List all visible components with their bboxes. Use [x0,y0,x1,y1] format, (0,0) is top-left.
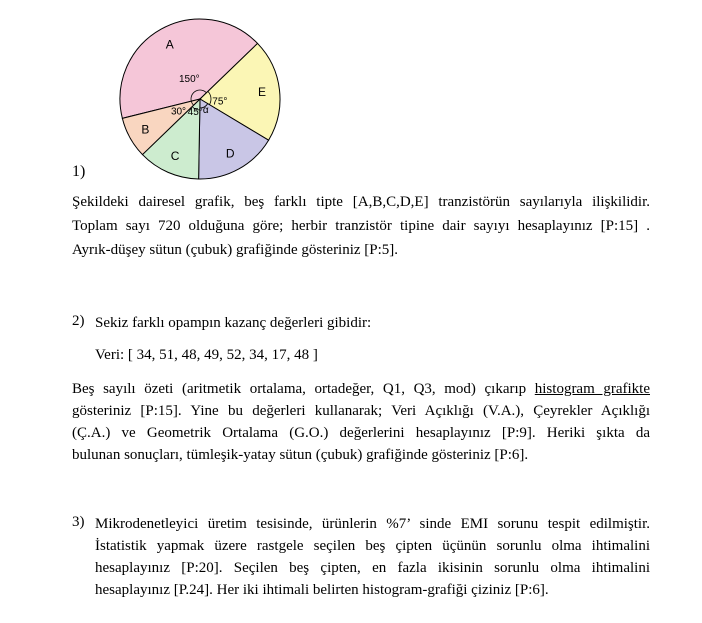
q3-line2: İstatistik yapmak üzere rastgele seçilen beş çipten üçünün sorunlu olma ihtimalini [95,538,650,554]
q1-line2: Toplam sayı 720 olduğuna göre; herbir tranzistör tipine dair sayıyı hesaplayınız [P:15] . [72,218,650,234]
q2-number: 2) [72,313,85,329]
histogram-grafikte-underlined: histogram grafikte [534,381,650,397]
slice-e-label: E [257,84,267,99]
angle-label-75: 75° [212,96,228,108]
q1-line1: Şekildeki dairesel grafik, beş farklı tipte [A,B,C,D,E] tranzistörün sayılarıyla ilişkilidir. [72,194,650,210]
q2-paragraph-line1 [72,379,650,399]
pie-chart [118,14,288,184]
q1-number: 1) [72,163,86,180]
slice-b-label: B [141,122,150,137]
slice-c-label: C [170,149,180,164]
q2-intro: Sekiz farklı opampın kazanç değerleri gibidir: [95,315,372,331]
q2-paragraph-line4: bulunan sonuçları, tümleşik-yatay sütun (çubuk) grafiğinde gösteriniz [P:6]. [72,447,529,463]
angle-label-45: 45° [187,107,203,119]
q3-line4: hesaplayınız [P.24]. Her iki ihtimali belirten histogram-grafiği çiziniz [P:6]. [95,582,549,598]
q2-paragraph-line3: (Ç.A.) ve Geometrik Ortalama (G.O.) değerlerini hesaplayınız [P:9]. Heriki şıkta da [72,425,650,441]
slice-a-label: A [165,37,174,52]
q3-line1: Mikrodenetleyici üretim tesisinde, ürünlerin %7’ sinde EMI sorunu tespit edilmiştir. [95,516,650,532]
q2-paragraph-line2: gösteriniz [P:15]. Yine bu değerleri kullanarak; Veri Açıklığı (V.A.), Çeyrekler Açıklığı [72,403,650,419]
q2-data-line: Veri: [ 34, 51, 48, 49, 52, 34, 17, 48 ] [95,347,318,363]
q3-number: 3) [72,514,85,530]
q1-line3: Ayrık-düşey sütun (çubuk) grafiğinde gösteriniz [P:5]. [72,242,399,258]
angle-label-150: 150° [178,73,200,85]
angle-label-30: 30° [170,106,187,118]
q2-line1-text: Beş sayılı özeti (aritmetik ortalama, ortadeğer, Q1, Q3, mod) çıkarıp [72,381,535,397]
angle-label-alpha: α [202,105,209,117]
slice-d-label: D [225,146,235,161]
q3-line3: hesaplayınız [P:20]. Seçilen beş çipten, en fazla ikisinin sorunlu olma ihtimalini [95,560,650,576]
